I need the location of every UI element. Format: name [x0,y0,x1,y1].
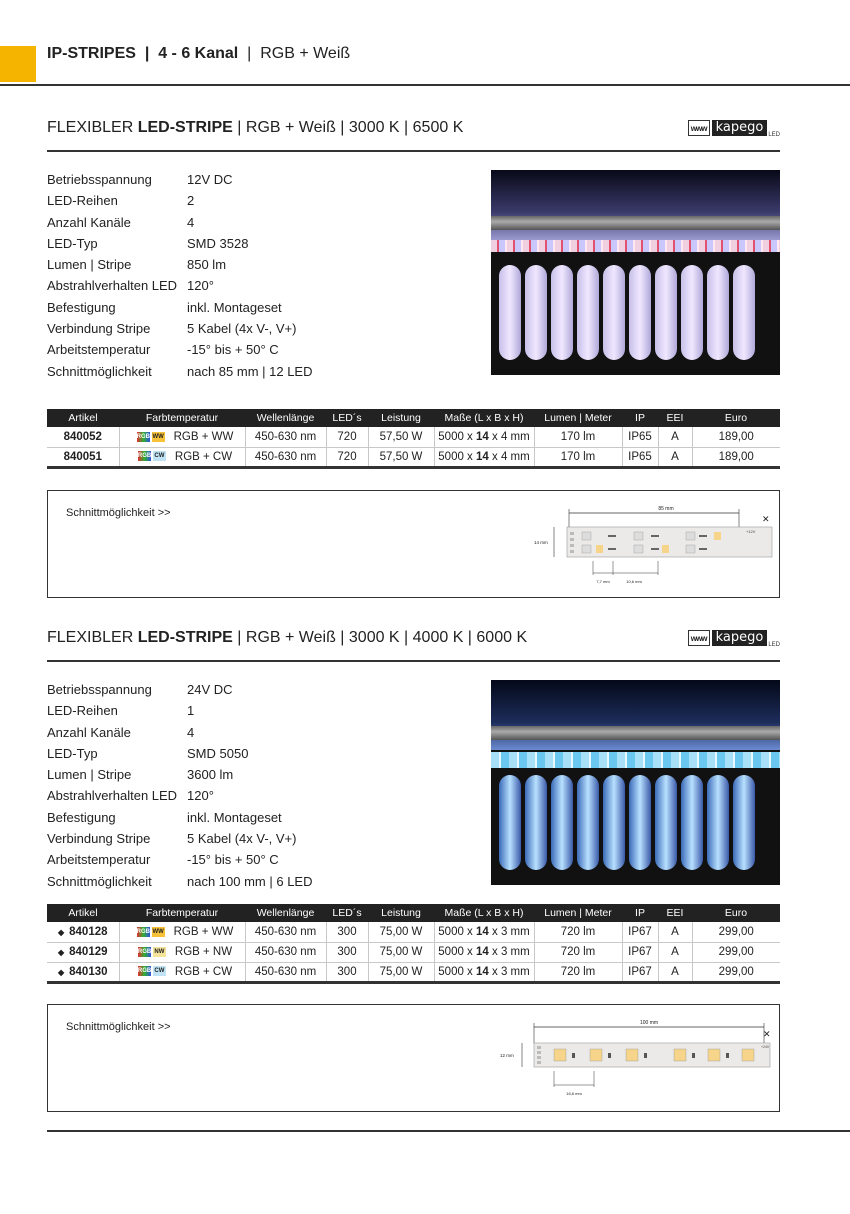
header-rule [0,84,850,86]
price: 299,00 [692,962,780,982]
scissors-icon: ✕ [763,1029,771,1039]
spec-row: Abstrahlverhalten LED 120° [47,278,214,294]
cw-badge-icon: CW [154,968,165,975]
article-number: 840052 [47,427,119,447]
spec-list [47,679,313,892]
spec-row: Verbindung Stripe 5 Kabel (4x V-, V+) [47,831,297,847]
svg-text:16,6 mm: 16,6 mm [566,1091,582,1096]
price: 189,00 [692,447,780,467]
brand-name: kapego [712,630,768,646]
spec-row: LED-Typ SMD 5050 [47,745,249,761]
spec-row: Befestigung inkl. Montageset [47,809,282,825]
spec-row: Arbeitstemperatur -15° bis + 50° C [47,342,279,358]
nw-badge-icon: NW [154,948,165,955]
price: 299,00 [692,922,780,942]
scissors-icon: ✕ [762,514,770,524]
rgb-badge-icon: RGB [136,433,150,440]
brand-logo [688,118,780,138]
ww-badge-icon: WW [152,433,164,440]
spec-row: Lumen | Stripe 3600 lm [47,767,234,783]
product-photo [491,680,780,885]
cut-diagram-box [47,490,780,598]
article-number: ◆ 840129 [47,942,119,962]
spec-row: LED-Typ SMD 3528 [47,235,249,251]
product-photo [491,170,780,375]
ww-badge-icon: WW [152,928,164,935]
new-marker-icon: ◆ [57,948,65,957]
svg-text:7,7 mm: 7,7 mm [596,579,610,584]
spec-row: Betriebsspannung 12V DC [47,172,233,187]
spec-row: Anzahl Kanäle 4 [47,214,195,230]
article-number: ◆ 840128 [47,922,119,942]
spec-row: Betriebsspannung 24V DC [47,682,233,697]
brand-sub: LED [768,642,780,648]
rgb-badge-icon: RGB [137,968,152,975]
svg-text:10,6 mm: 10,6 mm [626,579,642,584]
rgb-badge-icon: RGB [137,948,152,955]
header-channels: 4 - 6 Kanal [158,45,239,62]
spec-list [47,169,313,382]
cut-diagram [534,501,774,591]
article-number: 840051 [47,447,119,467]
product-table [47,409,780,469]
table-header: Artikel Farbtemperatur Wellenlänge LED´s Leistung Maße (L x B x H) Lumen | Meter IP EEI Euro [47,904,780,922]
color-temperature: RGB WW RGB + WW [119,922,245,942]
svg-text:+24V: +24V [761,1045,770,1049]
new-marker-icon: ◆ [57,967,65,977]
length-label: 85 mm [658,506,674,512]
header-sep: | [247,45,252,62]
table-row: 840052 RGB WW RGB + WW 450-630 nm 720 57,50 W 5000 x 14 x 4 mm 170 lm IP65 A 189,00 [47,427,780,447]
cut-diagram [500,1015,776,1105]
brand-mark-icon: www [688,120,710,136]
product-table [47,904,780,984]
cut-label: Schnittmöglichkeit >> [66,1021,171,1033]
cut-label: Schnittmöglichkeit >> [66,507,171,519]
title-rule [47,150,780,152]
brand-mark-icon: www [688,630,710,646]
footer-rule [47,1130,850,1132]
color-temperature: RGB NW RGB + NW [119,942,245,962]
table-header: Artikel Farbtemperatur Wellenlänge LED´s Leistung Maße (L x B x H) Lumen | Meter IP EEI Euro [47,409,780,427]
rgb-badge-icon: RGB [137,453,152,460]
color-temperature: RGB WW RGB + WW [119,427,245,447]
brand-sub: LED [768,132,780,138]
rgb-badge-icon: RGB [136,928,150,935]
svg-text:+12V: +12V [746,529,756,534]
width-label: 12 mm [500,1053,514,1058]
price: 189,00 [692,427,780,447]
spec-row: LED-Reihen 2 [47,193,195,209]
length-label: 100 mm [639,1020,659,1026]
header-sep: | [144,45,150,62]
brand-logo [688,628,780,648]
new-marker-icon: ◆ [57,927,65,937]
spec-row: Anzahl Kanäle 4 [47,724,195,740]
table-row: ◆ 840128 RGB WW RGB + WW 450-630 nm 300 75,00 W 5000 x 14 x 3 mm 720 lm IP67 A 299,00 [47,922,780,942]
brand-name: kapego [712,120,768,136]
title-rule [47,660,780,662]
width-label: 14 mm [534,540,548,545]
header-variant: RGB + Weiß [260,45,351,62]
header-category: IP-STRIPES [47,45,136,62]
table-row: 840051 RGB CW RGB + CW 450-630 nm 720 57,50 W 5000 x 14 x 4 mm 170 lm IP65 A 189,00 [47,447,780,467]
color-temperature: RGB CW RGB + CW [119,447,245,467]
table-row: ◆ 840129 RGB NW RGB + NW 450-630 nm 300 75,00 W 5000 x 14 x 3 mm 720 lm IP67 A 299,00 [47,942,780,962]
section-title: FLEXIBLER LED-STRIPE | RGB + Weiß | 3000 K | 6500 K [47,119,464,136]
spec-row: Arbeitstemperatur -15° bis + 50° C [47,852,279,868]
cw-badge-icon: CW [154,453,165,460]
spec-row: Verbindung Stripe 5 Kabel (4x V-, V+) [47,321,297,337]
article-number: ◆ 840130 [47,962,119,982]
spec-row: Abstrahlverhalten LED 120° [47,788,214,804]
table-row: ◆ 840130 RGB CW RGB + CW 450-630 nm 300 75,00 W 5000 x 14 x 3 mm 720 lm IP67 A 299,00 [47,962,780,982]
price: 299,00 [692,942,780,962]
cut-diagram-box [47,1004,780,1112]
section-title: FLEXIBLER LED-STRIPE | RGB + Weiß | 3000 K | 4000 K | 6000 K [47,629,528,646]
spec-row: Schnittmöglichkeit nach 100 mm | 6 LED [47,873,313,889]
spec-row: Schnittmöglichkeit nach 85 mm | 12 LED [47,363,313,379]
section-tab-marker [0,46,36,82]
spec-row: Befestigung inkl. Montageset [47,299,282,315]
spec-row: LED-Reihen 1 [47,703,195,719]
spec-row: Lumen | Stripe 850 lm [47,257,227,273]
page-header [47,44,350,64]
color-temperature: RGB CW RGB + CW [119,962,245,982]
